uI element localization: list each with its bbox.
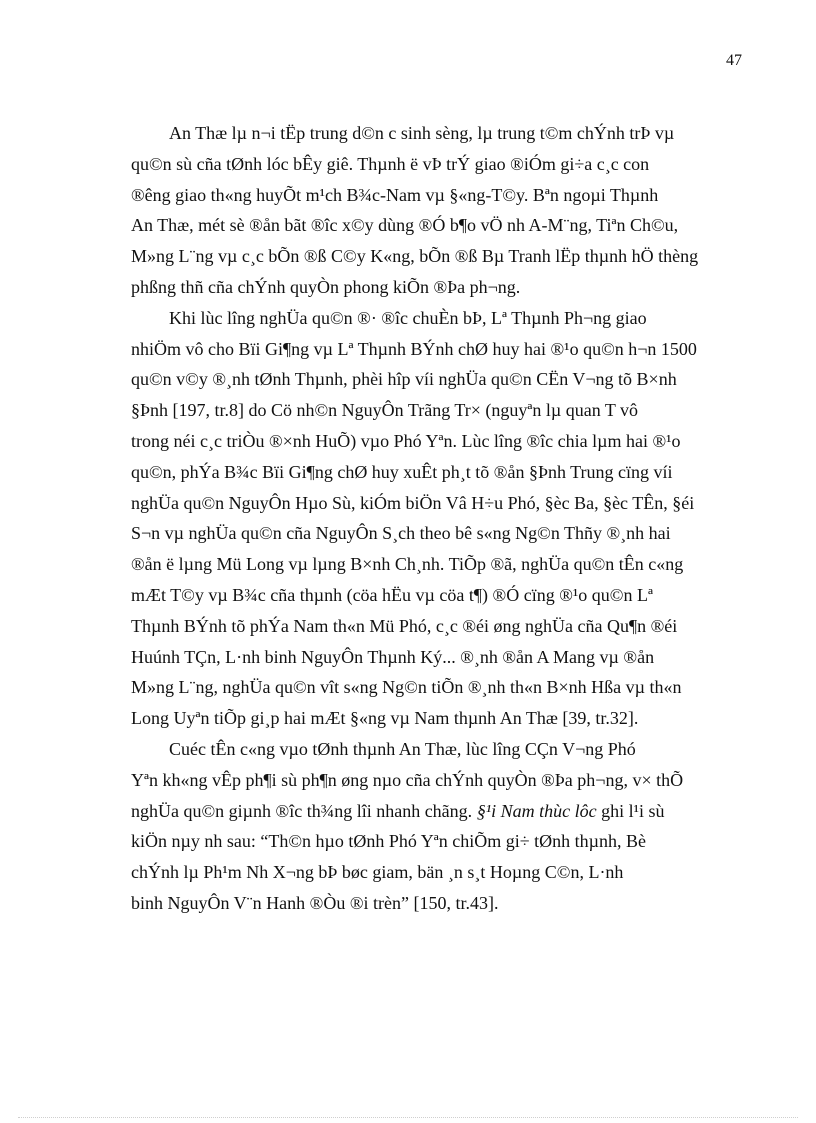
- paragraph-3: [131, 734, 769, 919]
- text-line: trong néi c¸c triÒu ®×nh HuÕ) vµo Phó Yªn. Lùc lîng ®îc chia lµm hai ®¹o: [131, 430, 681, 451]
- paragraph-2: [131, 303, 769, 734]
- text-line: chÝnh lµ Ph¹m Nh X¬ng bÞ bøc giam, bän ¸n s¸t Hoµng C©n, L·nh: [131, 862, 624, 883]
- text-line: An Thæ lµ n¬i tËp trung d©n c sinh sèng, lµ trung t©m chÝnh trÞ vµ: [169, 123, 675, 143]
- book-title: §¹i Nam thùc lôc: [476, 800, 597, 821]
- text-line: S¬n vµ nghÜa qu©n cña NguyÔn S¸ch theo bê s«ng Ng©n Thñy ®¸nh hai: [131, 523, 671, 544]
- text-line: Long Uyªn tiÕp gi¸p hai mÆt §«ng vµ Nam thµnh An Thæ [39, tr.32].: [131, 708, 639, 729]
- text-line: nhiÖm vô cho Bïi Gi¶ng vµ Lª Thµnh BÝnh chØ huy hai ®¹o qu©n h¬n 1500: [131, 338, 697, 359]
- text-line: binh NguyÔn V¨n Hanh ®Òu ®i trèn” [150, tr.43].: [131, 892, 499, 913]
- text-line: mÆt T©y vµ B¾c cña thµnh (cöa hËu vµ cöa t¶) ®Ó cïng ®¹o qu©n Lª: [131, 584, 653, 605]
- text-line: ®ån ë lµng Mü Long vµ lµng B×nh Ch¸nh. TiÕp ®ã, nghÜa qu©n tÊn c«ng: [131, 554, 684, 575]
- text-line: qu©n v©y ®¸nh tØnh Thµnh, phèi hîp víi nghÜa qu©n CËn V¬ng tõ B×nh: [131, 369, 677, 390]
- text-line: M»ng L¨ng, nghÜa qu©n vît s«ng Ng©n tiÕn ®¸nh th«n B×nh Hßa vµ th«n: [131, 677, 682, 698]
- text-line: Thµnh BÝnh tõ phÝa Nam th«n Mü Phó, c¸c ®éi øng nghÜa cña Qu¶n ®éi: [131, 615, 678, 636]
- text-line: nghÜa qu©n NguyÔn Hµo Sù, kiÓm biÖn Vâ H÷u Phó, §èc Ba, §èc TÊn, §éi: [131, 492, 695, 513]
- paragraph-1: [131, 118, 769, 303]
- text-line: Khi lùc lîng nghÜa qu©n ®· ®îc chuÈn bÞ, Lª Thµnh Ph¬ng giao: [169, 307, 647, 328]
- page-number: 47: [726, 52, 742, 69]
- text-line: qu©n, phÝa B¾c Bïi Gi¶ng chØ huy xuÊt ph¸t tõ ®ån §Þnh Trung cïng víi: [131, 461, 673, 482]
- text-line: phßng thñ cña chÝnh quyÒn phong kiÕn ®Þa ph¬ng.: [131, 276, 521, 297]
- text-line: An Thæ, mét sè ®ån bãt ®îc x©y dùng ®Ó b¶o vÖ nh A-M¨ng, Tiªn Ch©u,: [131, 215, 679, 236]
- text-line: ®êng giao th«ng huyÕt m¹ch B¾c-Nam vµ §«ng-T©y. Bªn ngoµi Thµnh: [131, 184, 659, 205]
- text-line: Cuéc tÊn c«ng vµo tØnh thµnh An Thæ, lùc lîng CÇn V¬ng Phó: [169, 738, 636, 759]
- text-line: Yªn kh«ng vÊp ph¶i sù ph¶n øng nµo cña chÝnh quyÒn ®Þa ph¬ng, v× thÕ: [131, 769, 684, 790]
- text-line: qu©n sù cña tØnh lóc bÊy giê. Thµnh ë vÞ trÝ giao ®iÓm gi÷a c¸c con: [131, 153, 650, 174]
- page-bottom-divider: [18, 1117, 798, 1118]
- text-line: Huúnh TÇn, L·nh binh NguyÔn Thµnh Ký... ®¸nh ®ån A Mang vµ ®ån: [131, 646, 655, 667]
- text-line: kiÖn nµy nh sau: “Th©n hµo tØnh Phó Yªn chiÕm gi÷ tØnh thµnh, Bè: [131, 831, 646, 852]
- text-line-with-citation: nghÜa qu©n giµnh ®îc th¾ng lîi nhanh chãng. §¹i Nam thùc lôc ghi l¹i sù: [131, 800, 665, 821]
- text-line: M»ng L¨ng vµ c¸c bÕn ®ß C©y K«ng, bÕn ®ß Bµ Tranh lËp thµnh hÖ thèng: [131, 246, 699, 267]
- body-text: [131, 118, 769, 919]
- text-line: §Þnh [197, tr.8] do Cö nh©n NguyÔn Trãng Tr× (nguyªn lµ quan T vô: [131, 400, 639, 421]
